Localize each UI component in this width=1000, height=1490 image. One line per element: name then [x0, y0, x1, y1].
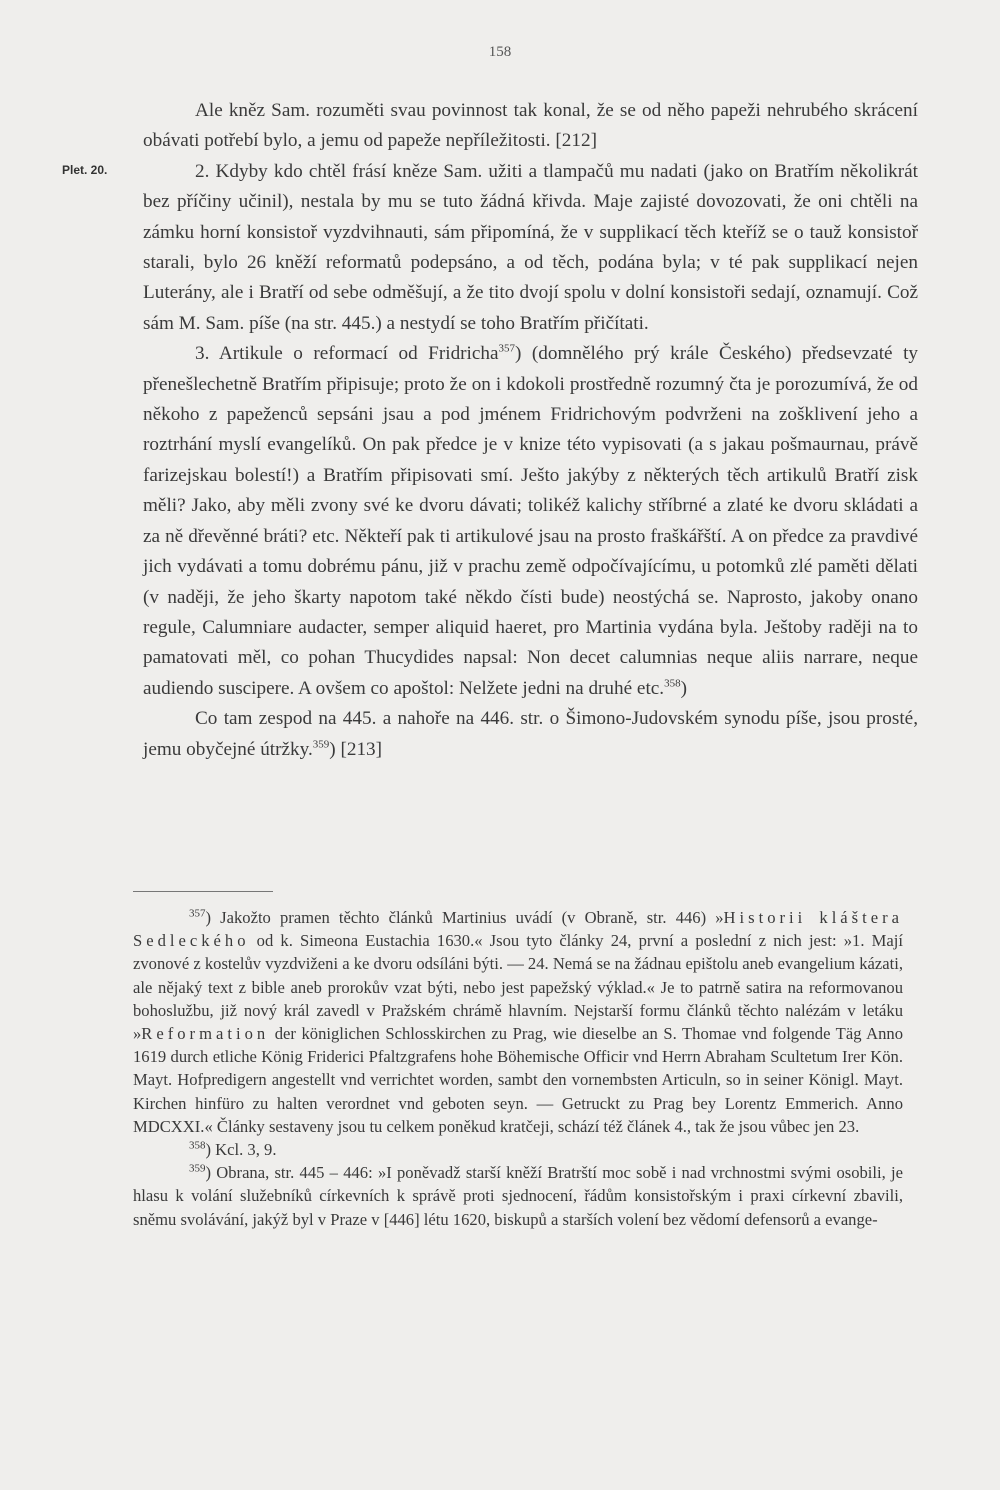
footnote-359: [133, 1161, 903, 1231]
footnote-divider: [133, 891, 273, 892]
footnote-358: [133, 1138, 903, 1161]
main-text: [143, 96, 918, 765]
footnote-text: ) Obrana, str. 445 – 446: »I poněvadž starší kněží Bratrští moc sobě i nad vrchnostmi svými osobili, je hlasu k volání služebníků církevních k správě proti sjednocení, řádům konsistořským i praxi církevní zbavili, sněmu svolávání, jakýž byl v Praze v [446] létu 1620, biskupů a starších volení bez vědomí defensorů a evange-: [133, 1163, 903, 1229]
margin-note: Plet. 20.: [62, 163, 108, 177]
page-number: 158: [488, 44, 512, 60]
paragraph-3-part-c: ): [680, 677, 687, 699]
footnote-ref-358: 358: [664, 677, 681, 690]
footnote-ref-359: 359: [312, 738, 330, 751]
footnote-mark: 357: [189, 907, 206, 920]
paragraph-3: [143, 339, 918, 704]
paragraph-4-part-b: ) [213]: [329, 738, 383, 760]
footnote-text: od k. Simeona Eustachia 1630.« Jsou tyto články 24, první a poslední z nich jest: »1. Mají zvonové z kostelův vyzdviženi a ke dvoru odsíláni býti. — 24. Nemá se na žádnau epištolu aneb evangelium kázati, ale nějaký text z bible aneb prorokův vzat býti, nebo jest papežský výklad.« Je to patrně satira na reformovanou bohoslužbu, již nový král zavedl v Pražském chrámě hlavním. Nejstarší formu článků těchto nalézám v letáku »: [133, 931, 903, 1044]
footnote-text: der königlichen Schlosskirchen zu Prag, wie dieselbe an S. Thomae vnd folgende Täg Anno 1619 durch etliche König Friderici Pfaltzgrafens hohe Böhemische Officir vnd Herrn Abraham Scultetum Irer Kön. Mayt. Hofpredigern angestellt vnd verrichtet worden, sambt den vornembsten Articuln, so in seiner Königl. Mayt. Kirchen hinfüro zu halten verordnet vnd geboten seyn. — Getruckt zu Prag bey Lorentz Emmerich. Anno MDCXXI.« Články sestaveny jsou tu celkem poněkud kratčeji, schází též článek 4., tak že jsou vůbec jen 23.: [133, 1024, 903, 1136]
footnote-spaced-title: Reformation: [141, 1024, 270, 1044]
paragraph-4: [143, 704, 918, 765]
footnotes: [133, 906, 903, 1231]
footnote-spaced-title: Historii kláštera Sedleckého: [133, 908, 903, 951]
footnote-text: ) Kcl. 3, 9.: [205, 1140, 277, 1160]
paragraph-2: 2. Kdyby kdo chtěl frásí kněze Sam. užiti a tlampačů mu nadati (jako on Bratřím několikrát bez příčiny učinil), nestala by mu se tuto žádná křivda. Maje zajisté dovozovati, že oni chtěli na zámku horní konsistoř vyzdvihnauti, sám připomíná, že v supplikací těch kteříž se o tauž konsistoř starali, bylo 26 kněží reformatů podepsáno, a od těch, podána byla; v té pak supplikací nejen Luterány, ale i Bratří od sebe odměšují, a že tito dvojí spolu v dolní konsistoři sedají, oznamují. Což sám M. Sam. píše (na str. 445.) a nestydí se toho Bratřím přičítati.: [143, 160, 918, 334]
footnote-mark: 358: [189, 1139, 206, 1152]
paragraph-4-part-a: Co tam zespod na 445. a nahoře na 446. str. o Šimono-Judovském synodu píše, jsou prosté, jemu obyčejné útržky.: [143, 708, 918, 760]
footnote-ref-357: 357: [498, 342, 516, 355]
footnote-mark: 359: [189, 1162, 206, 1175]
footnote-357: [133, 906, 903, 1138]
paragraph-1: Ale kněz Sam. rozuměti svau povinnost tak konal, že se od něho papeži nehrubého skrácení obávati potřebí bylo, a jemu od papeže nepříležitosti. [212]: [143, 100, 918, 152]
paragraph-3-part-b: ) (domnělého prý krále Českého) předsevzaté ty přenešlechetně Bratřím připisuje; proto že on i kdokoli prostředně rozumný čta je porozumívá, že od někoho z papeženců sepsáni jsau a pod jménem Fridrichovým podvrženi na zošklivení jeho a roztrhání myslí evangelíků. On pak předce je v knize této vypisovati (a s jakau pošmaurnau, právě farizejskau bolestí!) a Bratřím připisovati smí. Ješto jakýby z některých těch artikulů Bratří zisk měli? Jako, aby měli zvony své ke dvoru dávati; tolikéž kalichy stříbrné a zlaté ke dvoru skládati a za ně dřevěnné bráti? etc. Někteří pak ti artikulové jsau na prosto fraškářští. A on předce za pravdivé jich vydávati a tomu dobrému pánu, již v prachu země odpočívajícímu, u potomků zlé paměti dělati (v naději, že jeho škarty napotom také někdo čísti bude) neostýchá se. Naprosto, jakoby onano regule, Calumniare audacter, semper aliquid haeret, pro Martinia vydána byla. Ještoby raději na to pamatovati měl, co pohan Thucydides napsal: Non decet calumnias neque aliis narrare, neque audiendo suscipere. A ovšem co apoštol: Nelžete jedni na druhé etc.: [143, 343, 918, 699]
paragraph-3-part-a: 3. Artikule o reformací od Fridricha: [195, 343, 499, 365]
footnote-text: ) Jakožto pramen těchto článků Martinius uvádí (v Obraně, str. 446) »: [205, 908, 724, 927]
